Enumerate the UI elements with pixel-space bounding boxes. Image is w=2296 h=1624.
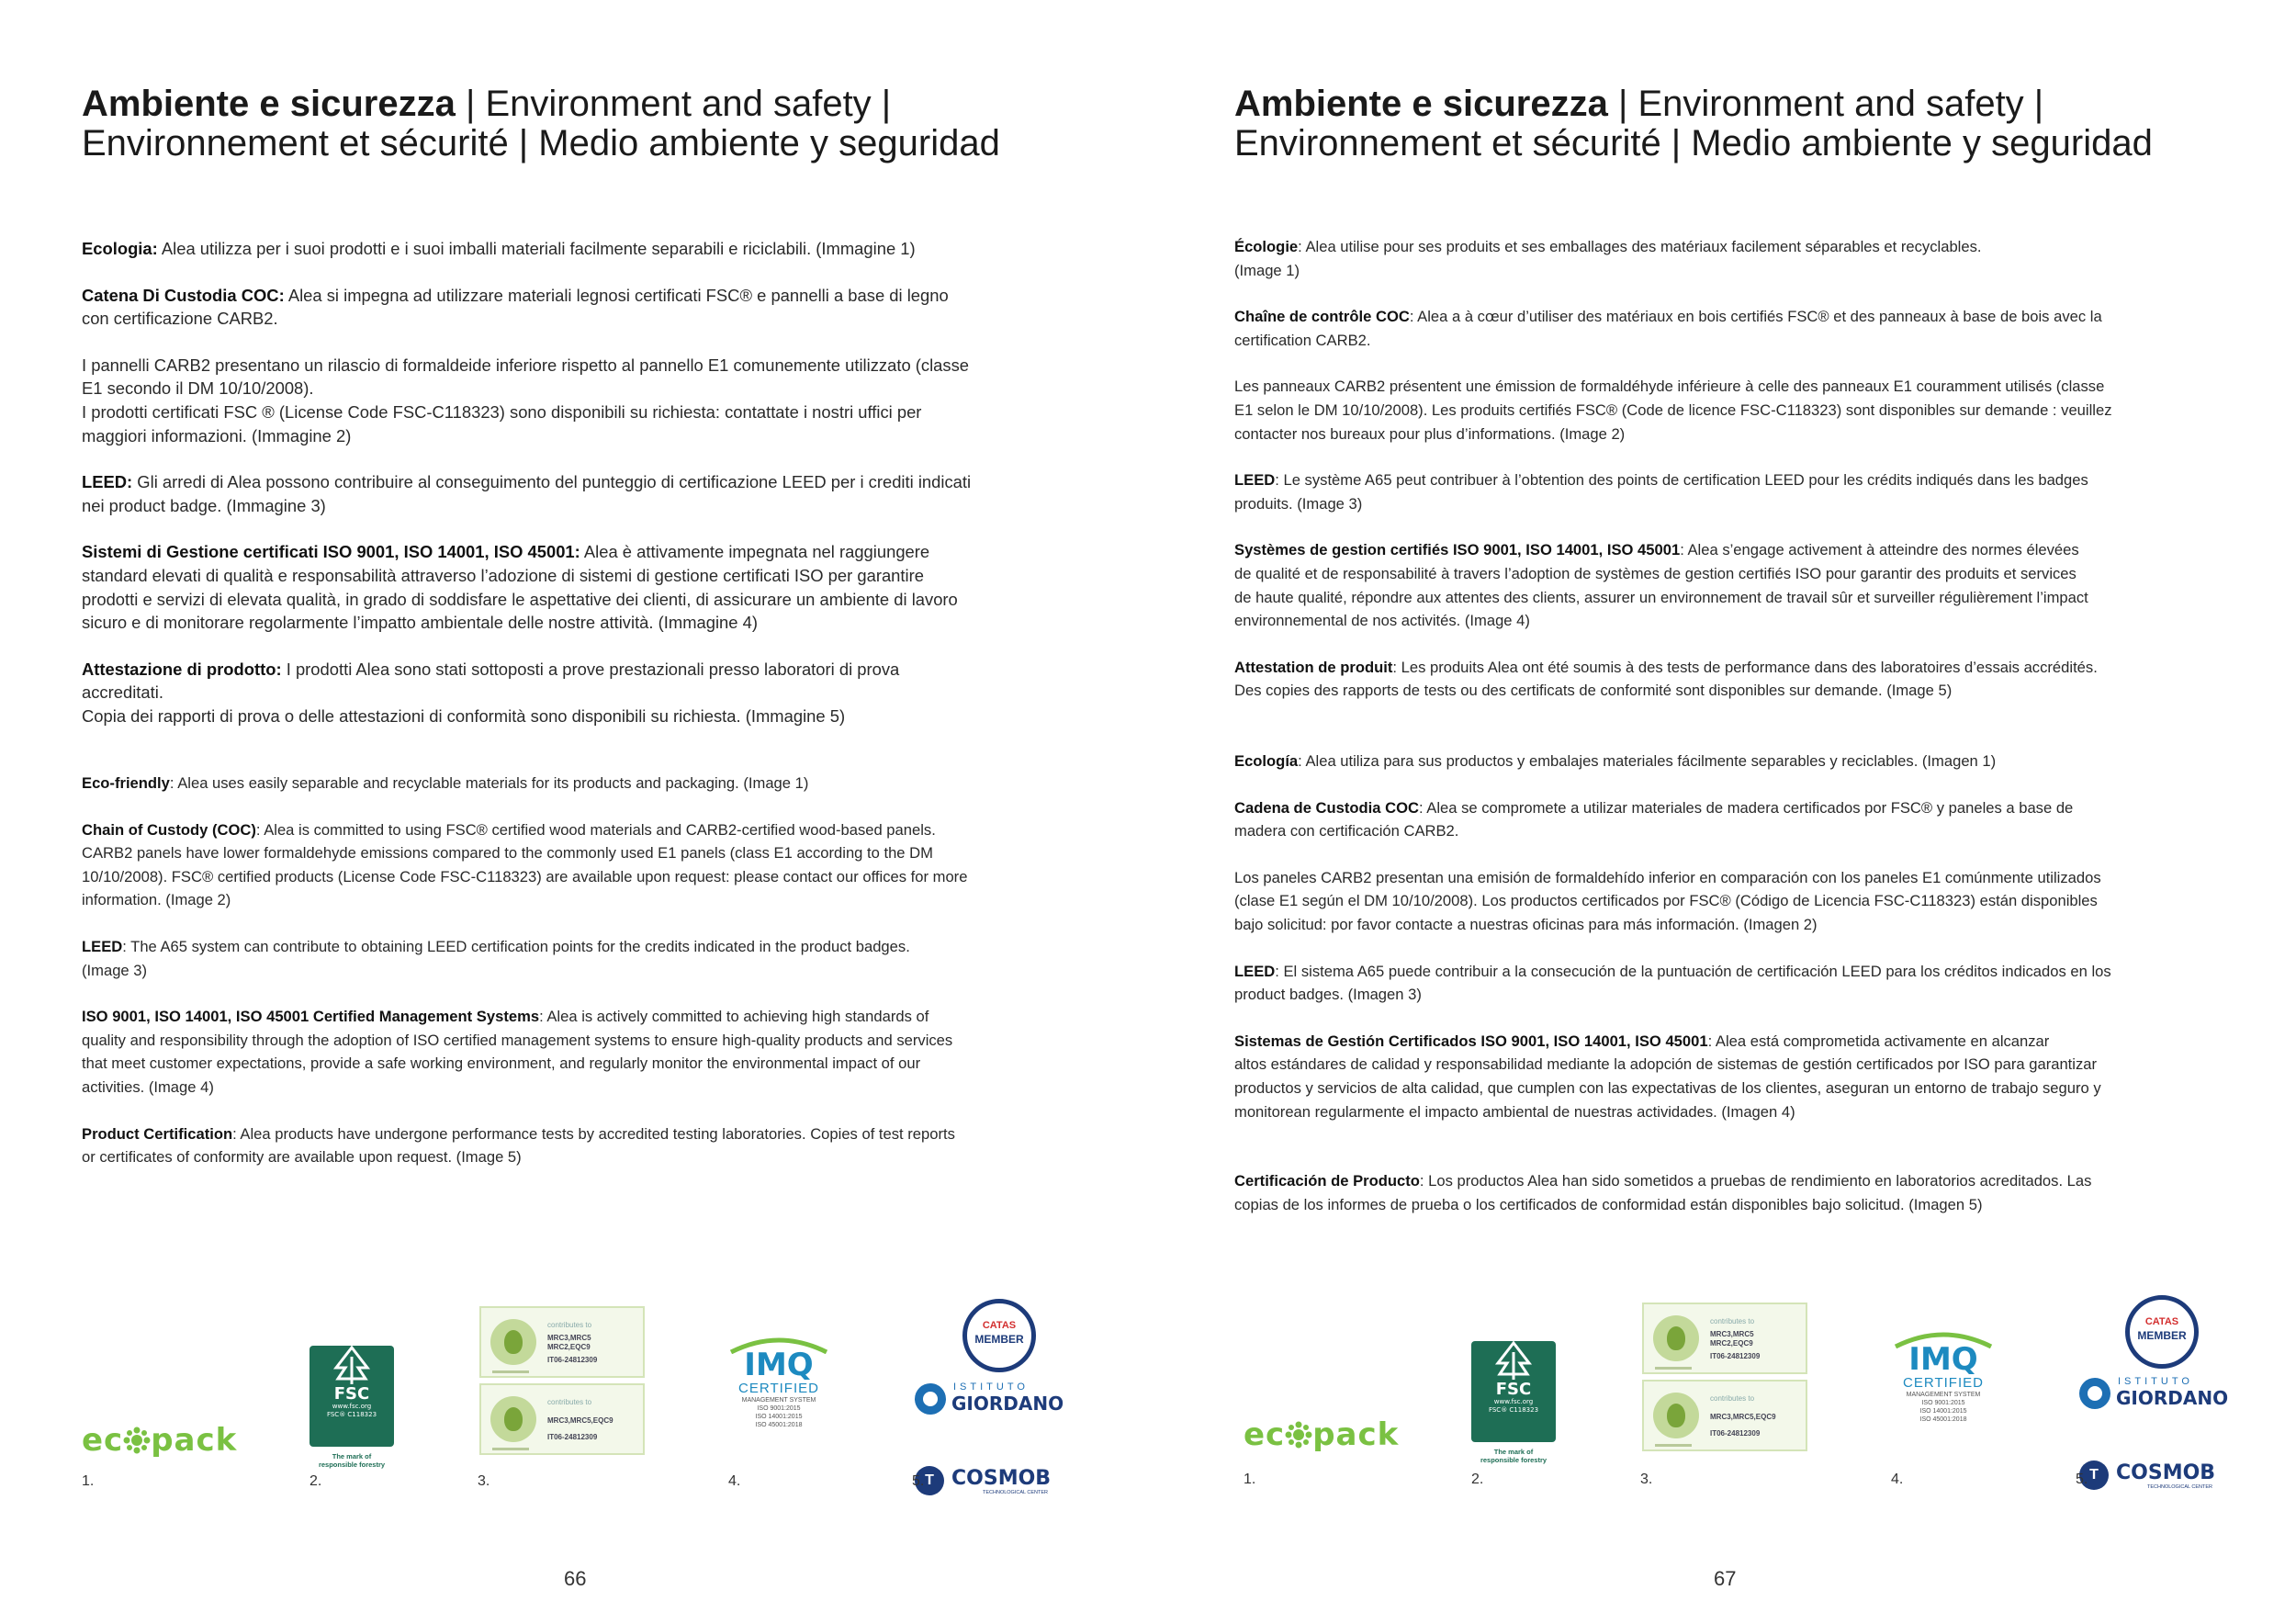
leaf-icon [1653,1393,1699,1438]
english-section [82,772,967,1169]
greenguard-badge: contributes to MRC3,MRC5 MRC2,EQC9 IT06-24812309 [1642,1303,1807,1374]
page-right [1148,0,2296,1624]
paragraph-chaine-de-controle: Chaîne de contrôle COC: Alea a à cœur d’utiliser des matériaux en bois certifiés FSC® et des panneaux à base de bois avec la certification CARB2. [1234,308,2102,349]
title-bold: Ambiente e sicurezza [82,84,456,124]
logo-number-5: 5. [912,1473,925,1489]
cosmob-logo: T COSMOB TECHNOLOGICAL CENTER [2079,1460,2217,1492]
logo-number-4: 4. [1891,1472,1904,1487]
paragraph-cadena-de-custodia: Cadena de Custodia COC: Alea se compromete a utilizar materiales de madera certificados por FSC® y paneles a base de madera con certificación CARB2. [1234,798,2074,840]
french-section [1234,235,2112,703]
title-rest: | Environment and safety | [1607,84,2044,124]
greenguard-badges [1642,1303,1807,1451]
paragraph-iso-fr: Systèmes de gestion certifiés ISO 9001, ISO 14001, ISO 45001: Alea s’engage activement à atteindre des normes élevées de qualité et de responsabilité à travers l’adoption de systèmes de gestion certifiés ISO pour garantir des produits et services de haute qualité, répondre aux attentes des clients, assurer un environnement de travail sûr et surveiller régulièrement l’impact environnemental de nos activités. (Image 4) [1234,541,2088,630]
spanish-section [1234,750,2111,1216]
page-title [1234,85,2153,164]
title-line-2: Environnement et sécurité | Medio ambiente y seguridad [1234,123,2153,164]
paragraph-eco-friendly: Eco-friendly: Alea uses easily separable and recyclable materials for its products and packaging. (Image 1) [82,774,809,792]
fsc-logo: FSC www.fsc.org FSC® C118323 The mark of responsible forestry [310,1338,394,1469]
cosmob-logo: T COSMOB TECHNOLOGICAL CENTER [915,1466,1052,1497]
logo-number-2: 2. [1471,1472,1484,1487]
leaf-icon [490,1396,536,1442]
paragraph-iso-es: Sistemas de Gestión Certificados ISO 9001, ISO 14001, ISO 45001: Alea está comprometida activamente en alcanzar altos estándares de calidad y responsabilidad mediante la adopción de sistemas de gestión certificados por ISO para garantizar productos y servicios de alta calidad, que cumplen con las expectativas de los clientes, aseguran un entorno de trabajo seguro y monitorean regularmente el impacto ambiental de nuestras actividades. (Imagen 4) [1234,1032,2101,1121]
paragraph-chain-of-custody: Chain of Custody (COC): Alea is committed to using FSC® certified wood materials and CARB2-certified wood-based panels. CARB2 panels have lower formaldehyde emissions compared to the commonly used E1 panels (class E1 according to the DM 10/10/2008). FSC® certified products (License Code FSC-C118323) are available upon request: please contact our offices for more information. (Image 2) [82,820,968,909]
title-rest: | Environment and safety | [455,84,892,124]
catas-member-logo: CATAS MEMBER [962,1299,1036,1372]
title-bold: Ambiente e sicurezza [1234,84,1608,124]
paragraph-ecologia: Ecologia: Alea utilizza per i suoi prodotti e i suoi imballi materiali facilmente separabili e riciclabili. (Immagine 1) [82,239,916,258]
fsc-logo: FSC www.fsc.org FSC® C118323 The mark of responsible forestry [1471,1334,1556,1464]
ecopack-flower-icon [123,1427,151,1454]
logo-number-3: 3. [1640,1472,1653,1487]
paragraph-leed: LEED: Gli arredi di Alea possono contribuire al conseguimento del punteggio di certificazione LEED per i crediti indicati nei product badge. (Immagine 3) [82,472,972,515]
title-line-2: Environnement et sécurité | Medio ambiente y seguridad [82,123,1000,164]
greenguard-badge: contributes to MRC3,MRC5,EQC9 IT06-24812309 [1642,1380,1807,1451]
logo-number-1: 1. [82,1473,95,1489]
fsc-tree-icon [1492,1341,1535,1382]
logo-number-1: 1. [1244,1472,1256,1487]
paragraph-iso-en: ISO 9001, ISO 14001, ISO 45001 Certified Management Systems: Alea is actively committed to achieving high standards of quality and responsibility through the adoption of ISO certified management systems to ensure high-quality products and services that meet customer expectations, provide a safe working environment, and regularly monitor the environmental impact of our activities. (Image 4) [82,1008,953,1096]
giordano-circle-icon [2079,1378,2110,1409]
paragraph-coc: Catena Di Custodia COC: Alea si impegna ad utilizzare materiali legnosi certificati FSC® e pannelli a base di legno con certificazione CARB2. [82,285,949,329]
paragraph-iso: Sistemi di Gestione certificati ISO 9001, ISO 14001, ISO 45001: Alea è attivamente impegnata nel raggiungere standard elevati di qualità e responsabilità attraverso l’adozione di sistemi di gestione certificati ISO per garantire prodotti e servizi di elevata qualità, in grado di soddisfare le aspettative dei clienti, di assicurare un ambiente di lavoro sicuro e di monitorare regolarmente l’impatto ambientale delle nostre attività. (Immagine 4) [82,542,958,633]
fsc-tree-icon [331,1346,373,1386]
leaf-icon [1653,1315,1699,1361]
greenguard-badges [479,1306,645,1455]
leaf-icon [490,1319,536,1365]
paragraph-certificacion-es: Certificación de Producto: Los productos Alea han sido sometidos a pruebas de rendimiento en laboratorios acreditados. Las copias de los informes de prueba o los certificados de conformidad están disponibles bajo solicitud. (Imagen 5) [1234,1172,2092,1213]
page-number-left: 66 [564,1567,587,1590]
paragraph-ecologia-es: Ecología: Alea utiliza para sus productos y embalajes materiales fácilmente separables y reciclables. (Imagen 1) [1234,752,1997,770]
paragraph-ecologie: Écologie: Alea utilise pour ses produits et ses emballages des matériaux facilement séparables et recyclables. (Image 1) [1234,238,1982,279]
paragraph-leed-es: LEED: El sistema A65 puede contribuir a la consecución de la puntuación de certificación LEED para los créditos indicados en los product badges. (Imagen 3) [1234,962,2111,1004]
imq-logo: IMQ CERTIFIED MANAGEMENT SYSTEM ISO 9001:2015 ISO 14001:2015 ISO 45001:2018 [727,1334,830,1429]
logo-number-3: 3. [478,1473,490,1489]
paragraph-leed-fr: LEED: Le système A65 peut contribuer à l’obtention des points de certification LEED pour les crédits indiqués dans les badges produits. (Image 3) [1234,471,2088,513]
logo-number-5: 5. [2076,1472,2088,1487]
giordano-circle-icon [915,1383,946,1415]
paragraph-attestazione: Attestazione di prodotto: I prodotti Alea sono stati sottoposti a prove prestazionali presso laboratori di prova accreditati. Copia dei rapporti di prova o delle attestazioni di conformità sono disponibili su richiesta. (Immagine 5) [82,659,900,726]
greenguard-badge: contributes to MRC3,MRC5,EQC9 IT06-24812309 [479,1383,645,1455]
ecopack-flower-icon [1285,1421,1312,1449]
paragraph-attestation-fr: Attestation de produit: Les produits Alea ont été soumis à des tests de performance dans des laboratoires d’essais accrédités. Des copies des rapports de tests ou des certificats de conformité sont disponibles sur demande. (Image 5) [1234,658,2098,700]
ecopack-logo: ec pack [1244,1416,1400,1453]
page-number-right: 67 [1714,1567,1737,1590]
paragraph-carb2: I pannelli CARB2 presentano un rilascio di formaldeide inferiore rispetto al pannello E1 comunemente utilizzato (classe E1 secondo il DM 10/10/2008). I prodotti certificati FSC ® (License Code FSC-C118323) sono disponibili su richiesta: contattate i nostri uffici per maggiori informazioni. (Immagine 2) [82,355,970,445]
imq-logo: IMQ CERTIFIED MANAGEMENT SYSTEM ISO 9001:2015 ISO 14001:2015 ISO 45001:2018 [1892,1328,1995,1424]
cosmob-mark-icon: T [915,1466,944,1495]
paragraph-carb2-fr: Les panneaux CARB2 présentent une émission de formaldéhyde inférieure à celle des panneaux E1 couramment utilisés (classe E1 selon le DM 10/10/2008). Les produits certifiés FSC® (Code de licence FSC-C118323) sont disponibles sur demande : veuillez contacter nos bureaux pour plus d’informations. (Image 2) [1234,378,2112,443]
paragraph-leed-en: LEED: The A65 system can contribute to obtaining LEED certification points for the credits indicated in the product badges. (Image 3) [82,937,910,979]
logo-number-4: 4. [728,1473,741,1489]
catas-member-logo: CATAS MEMBER [2125,1295,2199,1369]
logo-number-2: 2. [310,1473,322,1489]
paragraph-product-certification: Product Certification: Alea products have undergone performance tests by accredited testing laboratories. Copies of test reports or certificates of conformity are available upon request. (Image 5) [82,1124,955,1167]
italian-section [82,237,971,728]
page-title [82,85,1000,164]
giordano-logo: ISTITUTO GIORDANO [2079,1376,2217,1413]
greenguard-badge: contributes to MRC3,MRC5 MRC2,EQC9 IT06-24812309 [479,1306,645,1378]
giordano-logo: ISTITUTO GIORDANO [915,1382,1052,1418]
paragraph-carb2-es: Los paneles CARB2 presentan una emisión de formaldehído inferior en comparación con los paneles E1 comúnmente utilizados (clase E1 según el DM 10/10/2008). Los productos certificados por FSC® (Código de Licencia FSC-C118323) están disponibles bajo solicitud: por favor contacte a nuestras oficinas para más información. (Imagen 2) [1234,868,2101,933]
ecopack-logo: ec pack [82,1422,238,1459]
cosmob-mark-icon: T [2079,1460,2109,1490]
